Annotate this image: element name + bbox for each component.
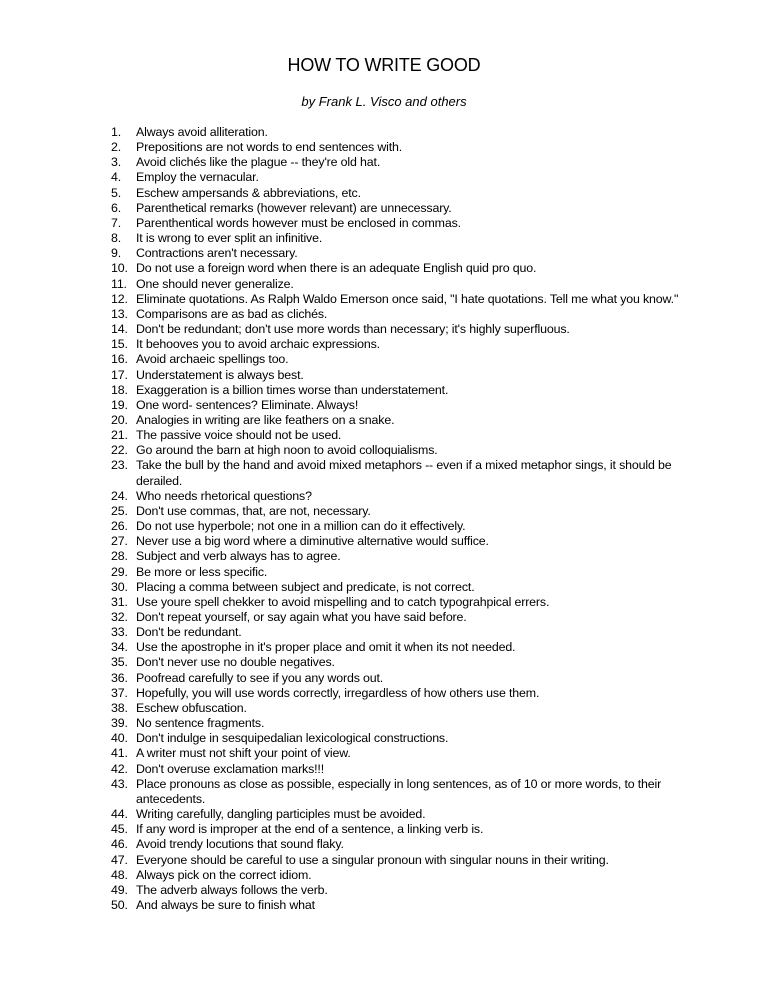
- list-item-number: 26.: [111, 519, 128, 534]
- list-item: [111, 307, 681, 322]
- list-item: [111, 868, 681, 883]
- list-item-number: 24.: [111, 488, 128, 503]
- list-item-number: 25.: [111, 503, 128, 518]
- list-item-text: The passive voice should not be used.: [136, 428, 342, 443]
- list-item-number: 27.: [111, 534, 128, 549]
- list-item: [111, 746, 681, 761]
- list-item: [111, 762, 681, 777]
- list-item-number: 45.: [111, 822, 128, 837]
- list-item: [111, 837, 681, 852]
- list-item-text: Writing carefully, dangling participles must be avoided.: [136, 807, 426, 822]
- list-item: [111, 898, 681, 913]
- list-item-number: 37.: [111, 685, 128, 700]
- list-item: [111, 231, 681, 246]
- list-item-number: 6.: [111, 200, 122, 215]
- list-item: [111, 534, 681, 549]
- list-item-text: Always avoid alliteration.: [136, 125, 268, 139]
- list-item: [111, 458, 681, 488]
- list-item-number: 15.: [111, 337, 128, 352]
- list-item-text: Avoid archaeic spellings too.: [136, 352, 289, 367]
- list-item: [111, 170, 681, 185]
- list-item: [111, 383, 681, 398]
- list-item-text: The adverb always follows the verb.: [136, 882, 328, 897]
- list-item-text: Don't never use no double negatives.: [136, 655, 335, 670]
- list-item-number: 11.: [111, 276, 127, 291]
- list-item-text: Analogies in writing are like feathers on a snake.: [136, 412, 395, 427]
- list-item-text: Don't indulge in sesquipedalian lexicological constructions.: [136, 731, 449, 746]
- list-item: [111, 655, 681, 670]
- list-item-text: Don't be redundant; don't use more words than necessary; it's highly superfluous.: [136, 322, 570, 337]
- list-item-text: Prepositions are not words to end sentences with.: [136, 140, 403, 155]
- list-item-text: Eschew obfuscation.: [136, 700, 247, 715]
- list-item: [111, 246, 681, 261]
- list-item-number: 28.: [111, 549, 128, 564]
- list-item: [111, 216, 681, 231]
- list-item-number: 18.: [111, 382, 128, 397]
- list-item-number: 20.: [111, 412, 128, 427]
- list-item-text: Do not use hyperbole; not one in a million can do it effectively.: [136, 519, 466, 534]
- list-item-text: One should never generalize.: [136, 276, 294, 291]
- list-item-text: Do not use a foreign word when there is an adequate English quid pro quo.: [136, 261, 537, 276]
- list-item: [111, 595, 681, 610]
- list-item: [111, 580, 681, 595]
- list-item-number: 44.: [111, 807, 128, 822]
- list-item: [111, 368, 681, 383]
- list-item-number: 49.: [111, 882, 128, 897]
- list-item-text: Be more or less specific.: [136, 564, 268, 579]
- list-item: [111, 519, 681, 534]
- list-item-number: 35.: [111, 655, 128, 670]
- list-item-text: Don't repeat yourself, or say again what you have said before.: [136, 610, 467, 624]
- list-item-text: Avoid clichés like the plague -- they're old hat.: [136, 155, 381, 170]
- list-item-number: 29.: [111, 564, 128, 579]
- list-item-number: 40.: [111, 731, 128, 746]
- list-item-number: 3.: [111, 155, 122, 170]
- list-item: [111, 201, 681, 216]
- list-item-text: Avoid trendy locutions that sound flaky.: [136, 837, 344, 852]
- list-item-text: Exaggeration is a billion times worse than understatement.: [136, 382, 449, 397]
- list-item: [111, 686, 681, 701]
- list-item-text: Use the apostrophe in it's proper place and omit it when its not needed.: [136, 640, 516, 655]
- list-item-number: 17.: [111, 367, 128, 382]
- list-item-number: 8.: [111, 231, 122, 246]
- list-item-number: 47.: [111, 852, 128, 867]
- list-item-text: Employ the vernacular.: [136, 170, 259, 185]
- list-item-number: 19.: [111, 397, 128, 412]
- list-item-text: It behooves you to avoid archaic expressions.: [136, 337, 380, 352]
- list-item: [111, 140, 681, 155]
- list-item: [111, 155, 681, 170]
- list-item: [111, 322, 681, 337]
- list-item-number: 43.: [111, 776, 128, 791]
- list-item-text: Don't use commas, that, are not, necessary.: [136, 503, 371, 518]
- list-item-text: And always be sure to finish what: [136, 897, 315, 912]
- list-item: [111, 883, 681, 898]
- list-item-text: Hopefully, you will use words correctly, irregardless of how others use them.: [136, 685, 540, 700]
- list-item-text: Parenthetical remarks (however relevant) are unnecessary.: [136, 200, 452, 215]
- list-item: [111, 565, 681, 580]
- list-item: [111, 549, 681, 564]
- list-item: [111, 716, 681, 731]
- list-item-text: Understatement is always best.: [136, 367, 304, 382]
- list-item-text: Take the bull by the hand and avoid mixed metaphors -- even if a mixed metaphor sings, it should be derailed.: [136, 458, 672, 488]
- list-item-number: 16.: [111, 352, 128, 367]
- list-item-text: Don't overuse exclamation marks!!!: [136, 761, 325, 776]
- list-item-number: 14.: [111, 322, 128, 337]
- list-item-text: Don't be redundant.: [136, 625, 242, 640]
- list-item-text: Everyone should be careful to use a singular pronoun with singular nouns in their writing.: [136, 852, 609, 867]
- list-item-text: One word- sentences? Eliminate. Always!: [136, 397, 359, 412]
- list-item: [111, 261, 681, 276]
- list-item-number: 30.: [111, 579, 128, 594]
- rules-list: [111, 125, 681, 913]
- list-item-text: A writer must not shift your point of view.: [136, 746, 351, 761]
- list-item-text: Use youre spell chekker to avoid mispelling and to catch typograhpical errers.: [136, 594, 550, 609]
- list-item-number: 1.: [111, 125, 122, 139]
- list-item-number: 42.: [111, 761, 128, 776]
- list-item-text: Never use a big word where a diminutive alternative would suffice.: [136, 534, 489, 549]
- list-item-text: Place pronouns as close as possible, especially in long sentences, as of 10 or more words, to their antecedents.: [136, 776, 662, 806]
- page-subtitle: by Frank L. Visco and others: [301, 94, 467, 109]
- list-item-number: 23.: [111, 458, 128, 473]
- list-item: [111, 337, 681, 352]
- list-item-number: 38.: [111, 700, 128, 715]
- list-item: [111, 428, 681, 443]
- list-item-number: 21.: [111, 428, 128, 443]
- list-item: [111, 807, 681, 822]
- list-item-text: Subject and verb always has to agree.: [136, 549, 341, 564]
- list-item-number: 12.: [111, 291, 128, 306]
- list-item-number: 46.: [111, 837, 128, 852]
- list-item-number: 31.: [111, 594, 128, 609]
- list-item: [111, 822, 681, 837]
- list-item-number: 33.: [111, 625, 128, 640]
- page-title: HOW TO WRITE GOOD: [287, 55, 481, 75]
- list-item-number: 7.: [111, 215, 122, 230]
- list-item-text: Comparisons are as bad as clichés.: [136, 306, 328, 321]
- list-item-text: Eschew ampersands & abbreviations, etc.: [136, 185, 361, 200]
- list-item: [111, 640, 681, 655]
- list-item-number: 4.: [111, 170, 122, 185]
- list-item: [111, 731, 681, 746]
- list-item: [111, 504, 681, 519]
- list-item-number: 22.: [111, 443, 128, 458]
- list-item-text: Placing a comma between subject and predicate, is not correct.: [136, 579, 475, 594]
- list-item: [111, 443, 681, 458]
- list-item-number: 41.: [111, 746, 128, 761]
- list-item-text: Contractions aren't necessary.: [136, 246, 298, 261]
- list-item: [111, 186, 681, 201]
- list-item: [111, 625, 681, 640]
- list-item: [111, 610, 681, 625]
- list-item-text: Eliminate quotations. As Ralph Waldo Emerson once said, "I hate quotations. Tell me what you know.": [136, 291, 679, 306]
- list-item-number: 9.: [111, 246, 122, 261]
- list-item: [111, 671, 681, 686]
- list-item-text: Who needs rhetorical questions?: [136, 488, 312, 503]
- list-item: [111, 853, 681, 868]
- list-item-text: Poofread carefully to see if you any words out.: [136, 670, 384, 685]
- list-item: [111, 489, 681, 504]
- list-item: [111, 277, 681, 292]
- list-item: [111, 777, 681, 807]
- list-item-number: 48.: [111, 867, 128, 882]
- list-item-number: 2.: [111, 140, 122, 155]
- list-item-text: If any word is improper at the end of a sentence, a linking verb is.: [136, 822, 484, 837]
- list-item-text: Parenthentical words however must be enclosed in commas.: [136, 215, 461, 230]
- list-item-number: 50.: [111, 897, 128, 912]
- list-item-number: 10.: [111, 261, 128, 276]
- list-item: [111, 413, 681, 428]
- list-item: [111, 352, 681, 367]
- list-item-text: Go around the barn at high noon to avoid colloquialisms.: [136, 443, 438, 458]
- list-item: [111, 292, 681, 307]
- list-item: [111, 125, 681, 140]
- list-item-number: 39.: [111, 716, 128, 731]
- list-item-number: 32.: [111, 610, 128, 624]
- list-item-number: 34.: [111, 640, 128, 655]
- list-item-text: It is wrong to ever split an infinitive.: [136, 231, 323, 246]
- list-item-number: 36.: [111, 670, 128, 685]
- list-item-text: Always pick on the correct idiom.: [136, 867, 312, 882]
- list-item: [111, 398, 681, 413]
- list-item: [111, 701, 681, 716]
- list-item-text: No sentence fragments.: [136, 716, 265, 731]
- list-item-number: 13.: [111, 306, 128, 321]
- list-item-number: 5.: [111, 185, 122, 200]
